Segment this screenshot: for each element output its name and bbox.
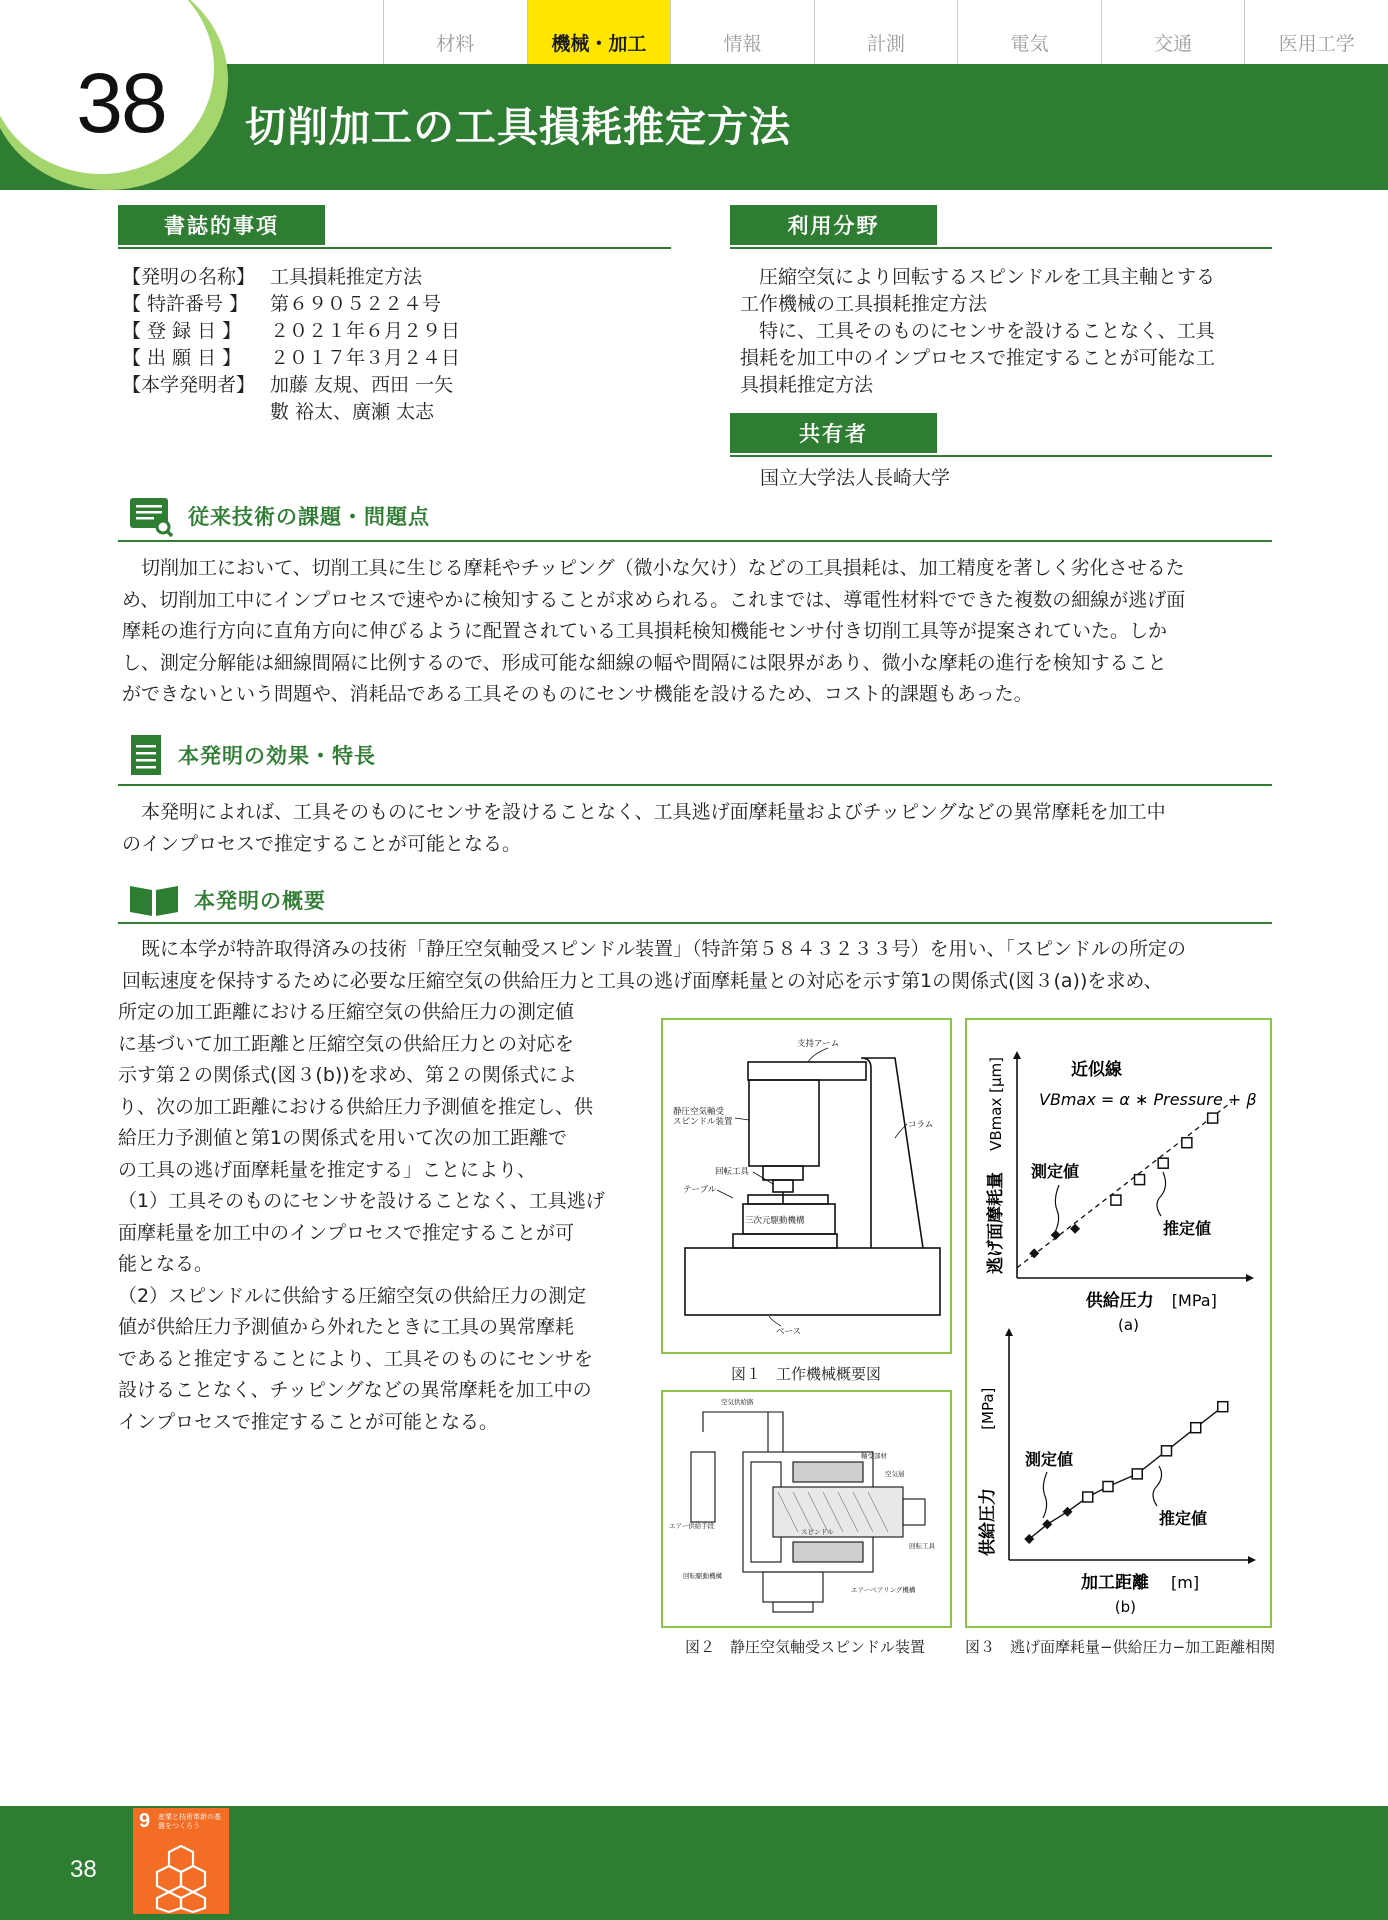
bibliography-value: 加藤 友規、西田 一矢: [270, 374, 454, 396]
text-line: 工作機械の工具損耗推定方法: [740, 293, 988, 315]
spindle-label-1: 静圧空気軸受: [673, 1107, 725, 1117]
overview-rule: [118, 922, 1272, 924]
spindle-housing: [749, 1080, 819, 1166]
y-axis-label: 逃げ面摩耗量: [986, 1172, 1006, 1274]
bibliography-row: [122, 291, 460, 318]
tab-2: 情報: [670, 0, 814, 64]
estimated-point: [1208, 1113, 1218, 1123]
text-line: に基づいて加工距離と圧縮空気の供給圧力との対応を: [118, 1032, 575, 1055]
arm-block: [748, 1062, 866, 1080]
bibliography-value: 數 裕太、廣瀬 太志: [270, 401, 435, 423]
page-title: 切削加工の工具損耗推定方法: [245, 103, 791, 151]
estimated-annotation: 推定値: [1163, 1219, 1212, 1238]
supply-path-label: 空気供給路: [721, 1398, 754, 1406]
spindle-label: スピンドル: [801, 1528, 834, 1536]
estimated-point: [1191, 1423, 1201, 1433]
sdg-badge: [133, 1808, 229, 1914]
x-axis-unit: [MPa]: [1171, 1291, 1217, 1310]
overview-intro: [122, 934, 1186, 997]
bibliography-key: 【本学発明者】: [122, 374, 256, 396]
bibliography-row: [122, 372, 460, 399]
x-axis-label: 供給圧力: [1085, 1291, 1154, 1311]
bibliography-key: 【 登 録 日 】: [122, 320, 242, 342]
tab-6: 医用工学: [1244, 0, 1388, 64]
problem-title: 従来技術の課題・問題点: [188, 505, 430, 529]
spindle-label-2: スピンドル装置: [673, 1117, 733, 1127]
text-line: 特に、工具そのものにセンサを設けることなく、工具: [740, 320, 1215, 342]
text-line: インプロセスで推定することが可能となる。: [118, 1410, 499, 1433]
text-line: のインプロセスで推定することが可能となる。: [122, 832, 522, 855]
text-line: 所定の加工距離における圧縮空気の供給圧力の測定値: [118, 1001, 575, 1023]
text-line: 本発明によれば、工具そのものにセンサを設けることなく、工具逃げ面摩耗量およびチッピングなどの異常摩耗を加工中: [122, 801, 1166, 823]
bibliography-value: ２０１７年３月２４日: [270, 347, 461, 369]
drive-label: 回転駆動機構: [683, 1572, 722, 1580]
chart-formula: VBmax = α ∗ Pressure + β: [1039, 1090, 1257, 1109]
estimated-point: [1083, 1492, 1093, 1502]
bibliography-value: 工具損耗推定方法: [270, 266, 423, 288]
measured-annotation: 測定値: [1031, 1162, 1080, 1181]
estimated-point: [1182, 1138, 1192, 1148]
problem-rule: [118, 540, 1272, 542]
x-axis-arrow: [1248, 1556, 1256, 1564]
sdg-number: 9: [139, 1810, 151, 1832]
measured-annotation: 測定値: [1025, 1450, 1074, 1469]
document-magnifier-icon: [128, 494, 174, 538]
figure3-caption: 図３ 逃げ面摩耗量−供給圧力−加工距離相関: [965, 1638, 1276, 1656]
estimated-annotation: 推定値: [1159, 1509, 1208, 1528]
overview-title: 本発明の概要: [194, 889, 326, 913]
estimated-point: [1218, 1402, 1228, 1412]
co-owner-name: 国立大学法人長崎大学: [760, 467, 951, 489]
bibliography-row: [122, 318, 460, 345]
bibliography-key: 【 特許番号 】: [122, 293, 249, 315]
text-line: 面摩耗量を加工中のインプロセスで推定することが可: [118, 1221, 575, 1244]
air-spindle-diagram: [663, 1392, 950, 1626]
estimated-point: [1132, 1469, 1142, 1479]
y-axis-label: 供給圧力: [978, 1488, 998, 1556]
bibliography-label: 書誌的事項: [118, 205, 325, 245]
figure1-box: [661, 1018, 952, 1354]
effects-rule: [118, 784, 1272, 786]
text-line: 能となる。: [118, 1253, 214, 1275]
effects-heading: [128, 733, 376, 777]
text-line: 値が供給圧力予測値から外れたときに工具の異常摩耗: [118, 1316, 575, 1338]
text-line: 損耗を加工中のインプロセスで推定することが可能な工: [740, 347, 1216, 369]
rotating-tool-block: [903, 1499, 925, 1525]
table-label: テーブル: [683, 1185, 717, 1195]
figure1-caption: 図１ 工作機械概要図: [731, 1365, 882, 1383]
figure2-box: [661, 1390, 952, 1628]
figure3-charts: [967, 1020, 1270, 1626]
text-line: 具損耗推定方法: [740, 374, 874, 396]
estimated-point: [1111, 1195, 1121, 1205]
text-line: （1）工具そのものにセンサを設けることなく、工具逃げ: [118, 1190, 605, 1212]
bibliography-row: [122, 345, 460, 372]
application-label: 利用分野: [730, 205, 937, 245]
effects-title: 本発明の効果・特長: [178, 744, 376, 768]
bibliography-row: [122, 264, 460, 291]
footer-page-number: 38: [70, 1856, 97, 1883]
tab-0: 材料: [383, 0, 527, 64]
text-line: ができないという問題や、消耗品である工具そのものにセンサ機能を設けるため、コスト的課題もあった。: [122, 683, 1033, 705]
measured-point: [1063, 1507, 1073, 1517]
document-icon: [128, 733, 164, 777]
measured-pointer: [1043, 1472, 1047, 1518]
text-line: め、切削加工中にインプロセスで速やかに検知することが求められる。これまでは、導電性材料でできた複数の細線が逃げ面: [122, 588, 1186, 611]
supply-means-label: エアー供給手段: [669, 1522, 715, 1530]
text-line: 設けることなく、チッピングなどの異常摩耗を加工中の: [118, 1379, 592, 1401]
problem-text: [122, 553, 1185, 711]
tab-3: 計測: [814, 0, 958, 64]
text-line: 既に本学が特許取得済みの技術「静圧空気軸受スピンドル装置」（特許第５８４３２３３号）を用い、「スピンドルの所定の: [122, 938, 1187, 960]
air-bearing-label: エアーベアリング機構: [851, 1586, 916, 1594]
supply-means-block: [691, 1452, 715, 1522]
column-shape: [861, 1058, 923, 1248]
measured-point: [1070, 1224, 1080, 1234]
text-line: 給圧力予測値と第1の関係式を用いて次の加工距離で: [118, 1127, 568, 1149]
estimated-point: [1103, 1482, 1113, 1492]
text-line: 回転速度を保持するために必要な圧縮空気の供給圧力と工具の逃げ面摩耗量との対応を示す第1の関係式(図３(a))を求め、: [122, 969, 1163, 992]
text-line: り、次の加工距離における供給圧力予測値を推定し、供: [118, 1095, 594, 1118]
bibliography-rule: [118, 247, 671, 249]
y-axis-arrow: [1013, 1051, 1021, 1059]
text-line: 摩耗の進行方向に直角方向に伸びるように配置されている工具損耗検知機能センサ付き切削工具等が提案されていた。しか: [122, 620, 1168, 642]
base-block: [685, 1248, 940, 1315]
application-rule: [730, 247, 1272, 249]
x-axis-arrow: [1246, 1274, 1254, 1282]
sdg-text: 産業と技術革新の基盤をつくろう: [158, 1813, 221, 1830]
y-axis-unit: VBmax [μm]: [987, 1057, 1005, 1151]
x-axis-unit: [m]: [1171, 1573, 1200, 1592]
machine-tool-diagram: [663, 1020, 950, 1352]
tool-label-2: 回転工具: [909, 1542, 935, 1550]
entry-number: 38: [76, 55, 166, 150]
figure3-box: [965, 1018, 1272, 1628]
bibliography: [122, 264, 460, 426]
trend-line: [1017, 1102, 1232, 1268]
text-line: であると推定することにより、工具そのものにセンサを: [118, 1347, 594, 1370]
overview-heading: [128, 882, 326, 918]
bibliography-row: [122, 399, 460, 426]
bibliography-key: 【発明の名称】: [122, 266, 256, 288]
stage-label: 三次元駆動機構: [745, 1216, 805, 1226]
column-label: コラム: [908, 1120, 934, 1130]
text-line: 切削加工において、切削工具に生じる摩耗やチッピング（微小な欠け）などの工具損耗は、加工精度を著しく劣化させるた: [122, 557, 1185, 579]
estimated-point: [1158, 1158, 1168, 1168]
cubes-icon: [133, 1808, 229, 1914]
estimated-point: [1162, 1446, 1172, 1456]
y-axis-arrow: [1005, 1328, 1013, 1336]
base-label: ベース: [776, 1327, 802, 1337]
open-book-icon: [128, 882, 180, 918]
panel-label: (a): [1118, 1316, 1139, 1334]
application-text: [740, 264, 1215, 399]
estimated-pointer: [1157, 1172, 1166, 1216]
text-line: 圧縮空気により回転するスピンドルを工具主軸とする: [740, 266, 1216, 288]
co-owner-rule: [730, 455, 1272, 457]
category-tabs: [383, 0, 1388, 64]
tab-1: 機械・加工: [527, 0, 671, 64]
chart-title: 近似線: [1071, 1060, 1122, 1080]
panel-label: (b): [1114, 1598, 1136, 1616]
bibliography-value: 第６９０５２２４号: [270, 293, 442, 315]
y-axis-unit: [MPa]: [979, 1387, 997, 1430]
text-line: （2）スピンドルに供給する圧縮空気の供給圧力の測定: [118, 1284, 587, 1307]
overview-column: [118, 997, 605, 1438]
tab-5: 交通: [1101, 0, 1245, 64]
air-layer-label: 空気層: [885, 1470, 905, 1478]
effects-text: [122, 797, 1166, 860]
text-line: の工具の逃げ面摩耗量を推定する」ことにより、: [118, 1158, 537, 1181]
tab-4: 電気: [957, 0, 1101, 64]
text-line: し、測定分解能は細線間隔に比例するので、形成可能な細線の幅や間隔には限界があり、微小な摩耗の進行を検知すること: [122, 651, 1167, 674]
co-owner-label: 共有者: [730, 413, 937, 453]
figure2-caption: 図２ 静圧空気軸受スピンドル装置: [685, 1638, 926, 1656]
measured-pointer: [1055, 1185, 1059, 1232]
bibliography-key: 【 出 願 日 】: [122, 347, 242, 369]
bibliography-value: ２０２１年６月２９日: [270, 320, 461, 342]
estimated-pointer: [1153, 1466, 1162, 1506]
problem-heading: [128, 494, 430, 538]
tool-label: 回転工具: [715, 1167, 750, 1177]
spindle-body: [773, 1487, 903, 1537]
estimated-point: [1135, 1175, 1145, 1185]
measured-point: [1029, 1248, 1039, 1258]
bearing-label: 軸受部材: [861, 1452, 887, 1460]
arm-label: 支持アーム: [797, 1039, 840, 1049]
text-line: 示す第２の関係式(図３(b))を求め、第２の関係式によ: [118, 1064, 577, 1086]
x-axis-label: 加工距離: [1081, 1573, 1149, 1593]
